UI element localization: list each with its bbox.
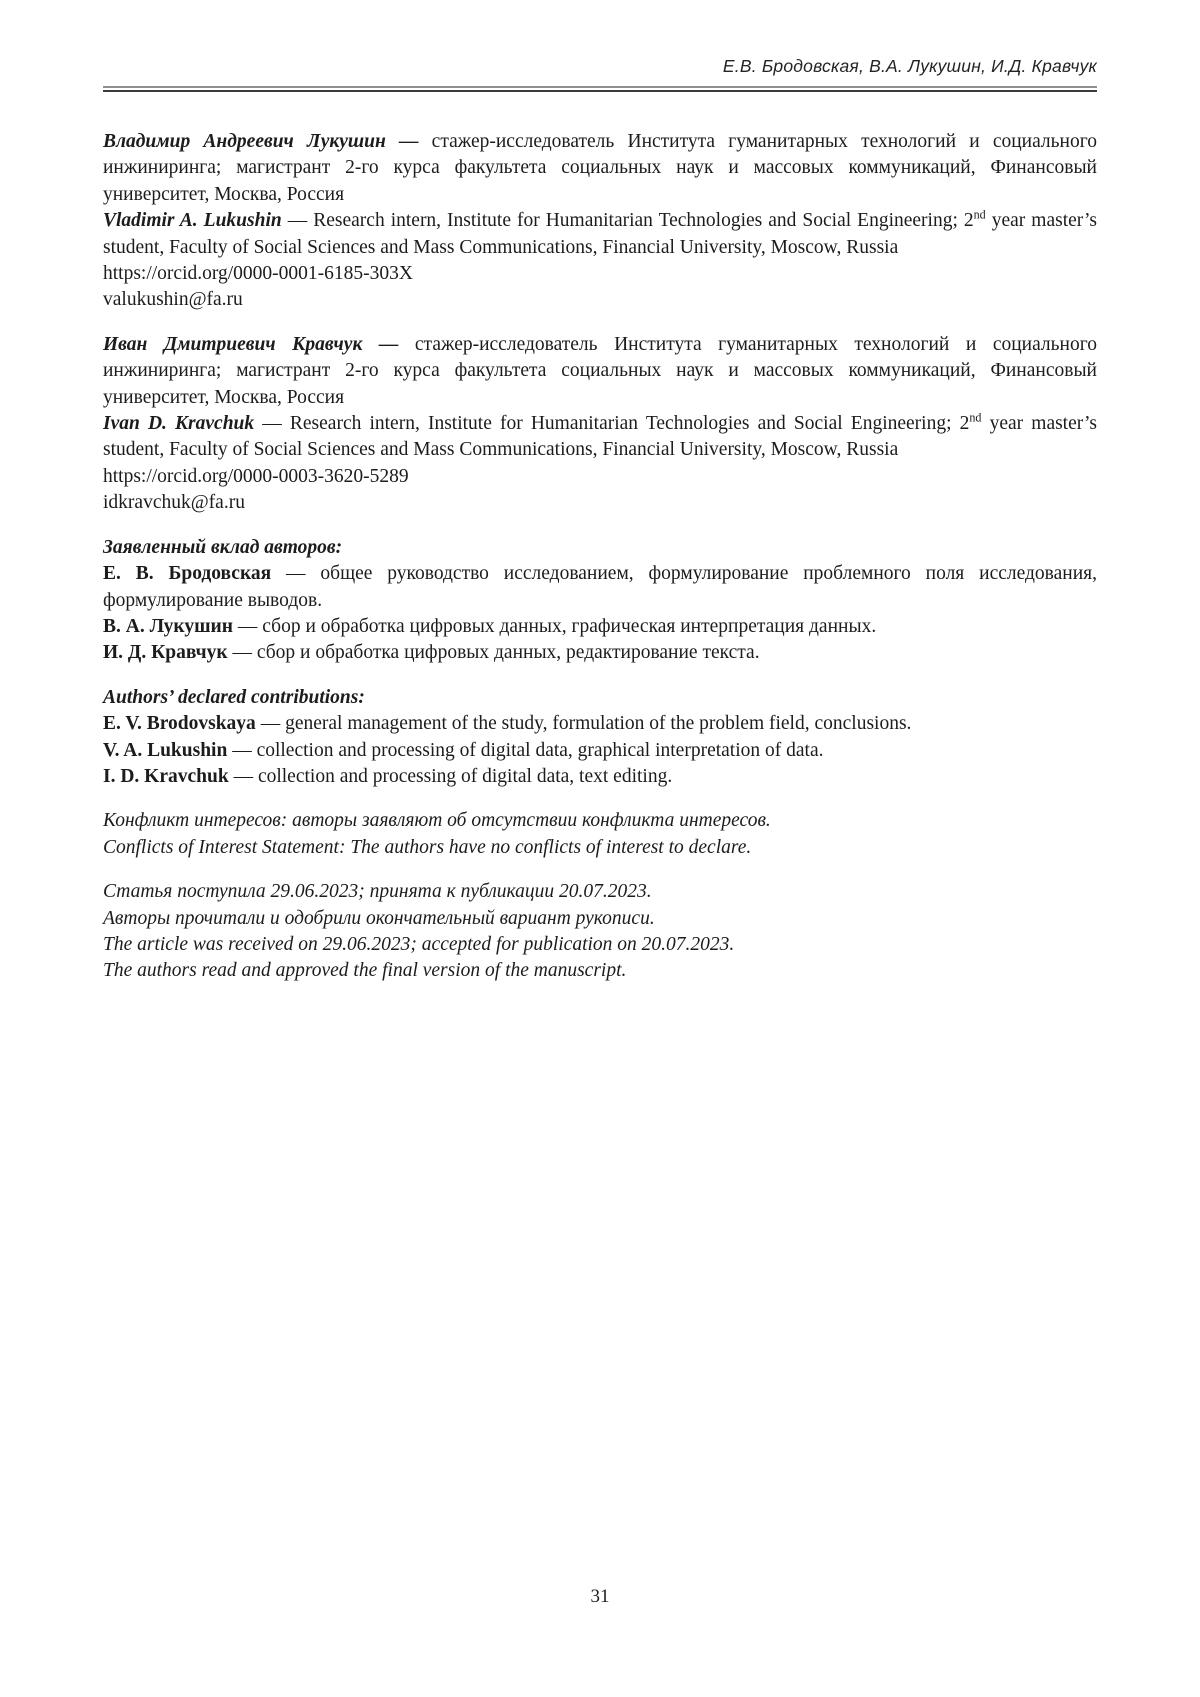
contributor-name: I. D. Kravchuk [103,765,229,787]
contribution-text: — сбор и обработка цифровых данных, графическая интерпретация данных. [233,615,877,637]
bio-ru-paragraph [103,129,1097,208]
ordinal-superscript: nd [969,410,982,425]
author-name-ru: Иван Дмитриевич Кравчук — [103,333,399,355]
bio-en-paragraph [103,411,1097,464]
email-address: valukushin@fa.ru [103,289,243,311]
approved-statement-en: The authors read and approved the final version of the manuscript. [103,960,627,982]
contribution-item [103,640,1097,666]
contributions-ru [103,535,1097,667]
contribution-item [103,614,1097,640]
received-date-ru: Статья поступила 29.06.2023; принята к публикации 20.07.2023. [103,881,652,903]
author-name-en: Vladimir A. Lukushin [103,210,282,232]
bio-en-text: — Research intern, Institute for Humanitarian Technologies and Social Engineering; 2 [254,413,970,435]
bio-en-text: — Research intern, Institute for Humanitarian Technologies and Social Engineering; 2 [281,210,974,232]
conflict-statement-en: Conflicts of Interest Statement: The authors have no conflicts of interest to declare. [103,836,752,858]
contributor-name: Е. В. Бродовская [103,563,272,585]
author-name-en: Ivan D. Kravchuk [103,413,255,435]
contributions-en [103,685,1097,791]
contribution-item [103,711,1097,737]
conflicts-of-interest [103,808,1097,861]
author-bio-kravchuk [103,332,1097,517]
approved-statement-ru: Авторы прочитали и одобрили окончательный вариант рукописи. [103,907,655,929]
email-address: idkravchuk@fa.ru [103,492,245,514]
contributor-name: В. А. Лукушин [103,615,234,637]
contribution-item [103,764,1097,790]
author-name-ru: Владимир Андреевич Лукушин — [103,131,419,152]
bio-ru-paragraph [103,332,1097,411]
contribution-text: — общее руководство исследованием, формулирование проблемного поля исследования, формулирование выводов. [103,563,1098,611]
ordinal-superscript: nd [973,207,986,222]
bio-ru-text: стажер-исследователь Института гуманитарных технологий и социального инжиниринга; магистрант 2-го курса факультета социальных наук и массовых коммуникаций, Финансовый университет, Москва, Россия [103,131,1097,205]
contribution-item [103,561,1097,614]
contribution-text: — сбор и обработка цифровых данных, редактирование текста. [227,642,760,664]
orcid-link: https://orcid.org/0000-0001-6185-303X [103,263,413,285]
page-body [103,129,1097,985]
contributor-name: V. A. Lukushin [103,739,228,761]
conflict-statement-ru: Конфликт интересов: авторы заявляют об отсутствии конфликта интересов. [103,810,771,832]
contribution-item [103,738,1097,764]
page-header [103,56,1097,92]
bio-en-text-continued: year master’s student, Faculty of Social Sciences and Mass Communications, Financial University, Moscow, Russia [103,210,1097,258]
contribution-text: — general management of the study, formulation of the problem field, conclusions. [255,713,912,735]
received-date-en: The article was received on 29.06.2023; accepted for publication on 20.07.2023. [103,933,735,955]
orcid-link: https://orcid.org/0000-0003-3620-5289 [103,465,409,487]
article-dates [103,879,1097,985]
author-bio-lukushin [103,129,1097,314]
page-number: 31 [590,1586,610,1607]
contribution-text: — collection and processing of digital data, graphical interpretation of data. [227,739,824,761]
bio-ru-text: стажер-исследователь Института гуманитарных технологий и социального инжиниринга; магистрант 2-го курса факультета социальных наук и массовых коммуникаций, Финансовый университет, Москва, Россия [103,333,1097,408]
running-header-authors: Е.В. Бродовская, В.А. Лукушин, И.Д. Кравчук [722,56,1097,76]
contributions-en-heading: Authors’ declared contributions: [103,686,365,708]
contributor-name: И. Д. Кравчук [103,642,228,664]
bio-en-paragraph [103,208,1097,261]
header-double-rule [103,86,1097,92]
contributions-ru-heading: Заявленный вклад авторов: [103,536,343,558]
bio-en-text-continued: year master’s student, Faculty of Social Sciences and Mass Communications, Financial University, Moscow, Russia [103,413,1097,461]
contributor-name: E. V. Brodovskaya [103,713,256,735]
contribution-text: — collection and processing of digital data, text editing. [228,765,673,787]
